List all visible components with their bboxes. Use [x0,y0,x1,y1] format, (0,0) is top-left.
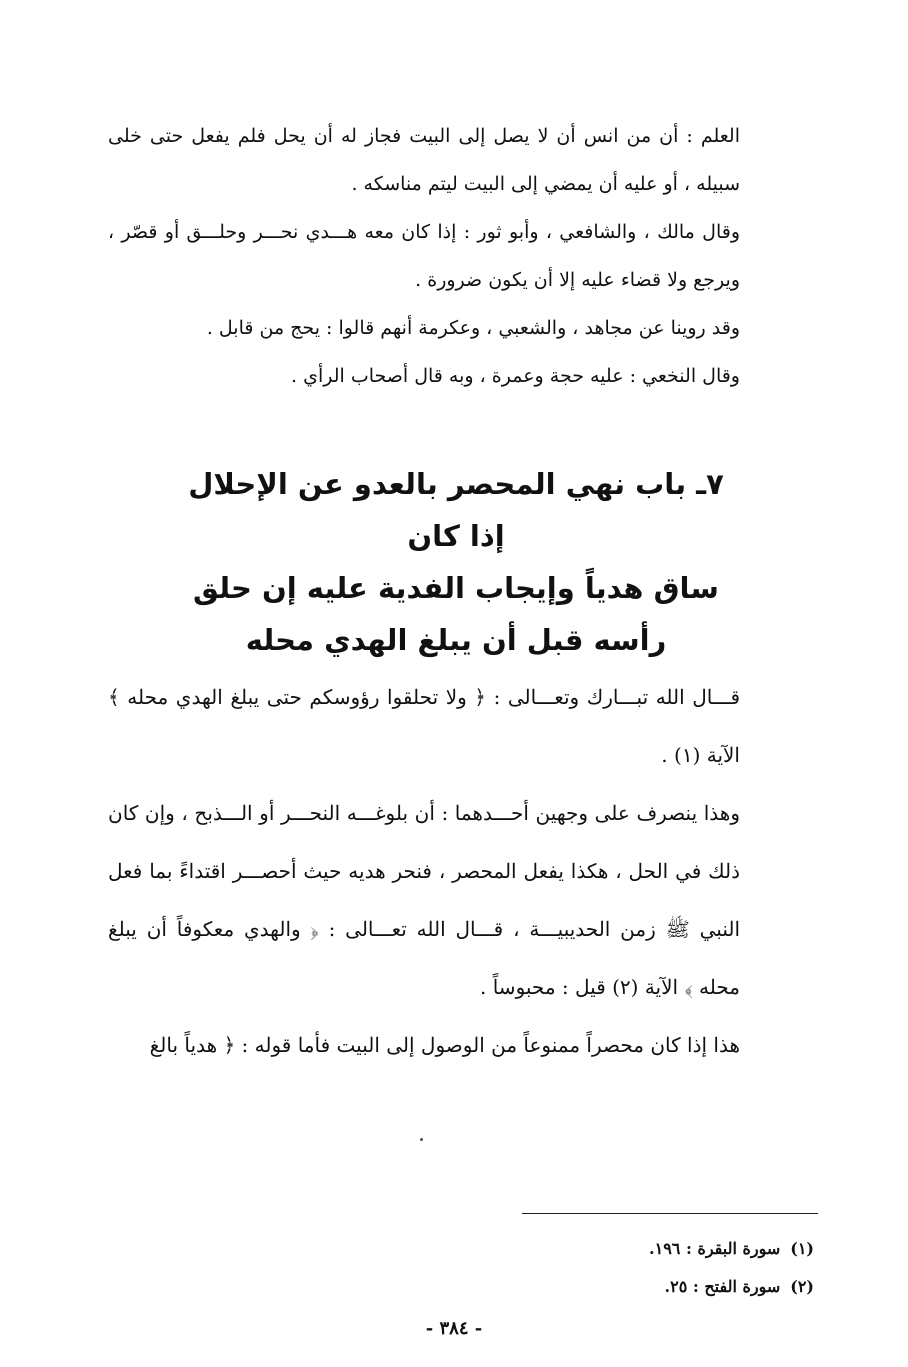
footnote-divider [522,1213,818,1214]
paragraph: قـــال الله تبـــارك وتعـــالى : ﴿ ولا تحلقوا رؤوسكم حتى يبلغ الهدي محله ﴾ الآية (١) . [108,685,740,767]
paragraph: وقال النخعي : عليه حجة وعمرة ، وبه قال أصحاب الرأي . [291,365,740,387]
body-text-block [108,668,740,1074]
footnote-number: (٢) [790,1277,814,1296]
paragraph: العلم : أن من انس أن لا يصل إلى البيت فجاز له أن يحل فلم يفعل حتى خلى سبيله ، أو عليه أن يمضي إلى البيت ليتم مناسكه . [108,125,740,195]
footnotes [414,1230,814,1306]
heading-line: ساق هدياً وإيجاب الفدية عليه إن حلق [193,571,719,605]
heading-line: ٧ـ باب نهي المحصر بالعدو عن الإحلال إذا كان [188,467,724,553]
paragraph: وهذا ينصرف على وجهين أحـــدهما : أن بلوغـــه النحـــر أو الـــذبح ، وإن كان ذلك في الحل ، هكذا يفعل المحصر ، فنحر هديه حيث أحصـــر اقتداءً بما فعل النبي ﷺ زمن الحديبيـــة ، قـــال الله تعـــالى : ﴿ والهدي معكوفاً أن يبلغ محله ﴾ الآية (٢) قيل : محبوساً . [108,801,741,999]
footnote-text: سورة البقرة : ١٩٦. [649,1239,781,1258]
paragraph: وقال مالك ، والشافعي ، وأبو ثور : إذا كان معه هـــدي نحـــر وحلـــق أو قصّر ، ويرجع ولا قضاء عليه إلا أن يكون ضرورة . [108,221,740,291]
chapter-heading [176,458,736,666]
scan-artifact [420,1138,423,1141]
footnote-text: سورة الفتح : ٢٥. [664,1277,781,1296]
paragraph: هذا إذا كان محصراً ممنوعاً من الوصول إلى البيت فأما قوله : ﴿ هدياً بالغ [149,1033,740,1057]
footnote-item [414,1268,814,1306]
paragraph: وقد روينا عن مجاهد ، والشعبي ، وعكرمة أنهم قالوا : يحج من قابل . [206,317,740,339]
footnote-number: (١) [790,1239,814,1258]
top-text-block [108,112,740,400]
footnote-item [414,1230,814,1268]
page-number: - ٣٨٤ - [425,1318,483,1339]
heading-line: رأسه قبل أن يبلغ الهدي محله [245,623,667,657]
